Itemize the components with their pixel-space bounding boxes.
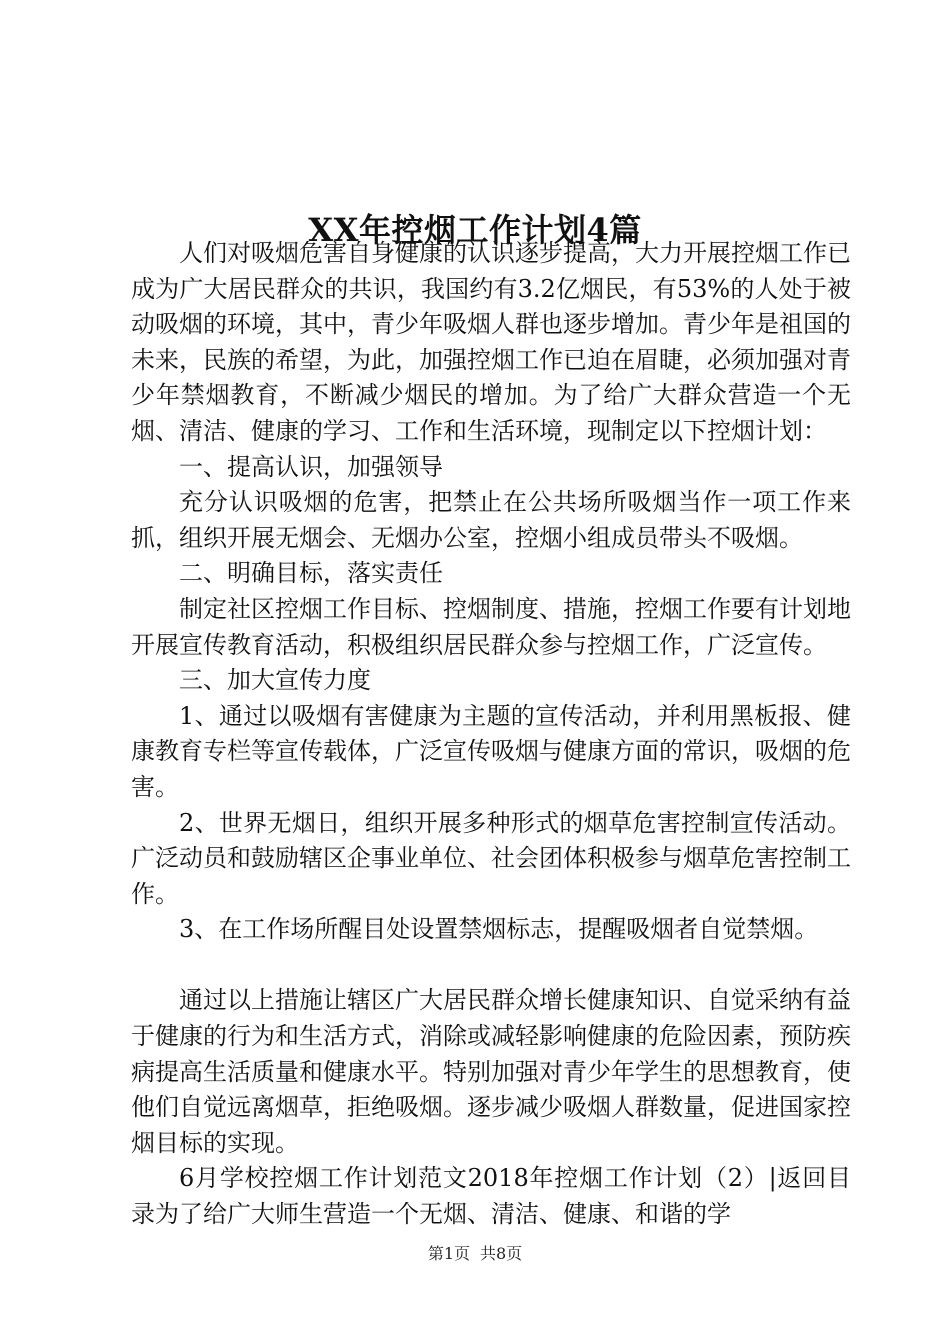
section-heading-3: 三、加大宣传力度	[179, 666, 371, 695]
section-3-item-1: 1、通过以吸烟有害健康为主题的宣传活动，并利用黑板报、健康教育专栏等宣传载体，广泛宣传吸烟与健康方面的常识，吸烟的危害。	[131, 701, 851, 801]
section-heading-1: 一、提高认识，加强领导	[179, 452, 443, 481]
page-total: 共8页	[480, 1244, 523, 1263]
document-body	[131, 236, 851, 1233]
page-number: 第1页	[427, 1244, 470, 1263]
page-footer	[0, 1242, 950, 1266]
document-title: XX年控烟工作计划4篇	[308, 211, 642, 250]
continuation-paragraph: 6月学校控烟工作计划范文2018年控烟工作计划（2）|返回目录为了给广大师生营造一个无烟、清洁、健康、和谐的学	[131, 1164, 851, 1229]
section-3-item-3: 3、在工作场所醒目处设置禁烟标志，提醒吸烟者自觉禁烟。	[179, 915, 819, 944]
paragraph-gap	[131, 948, 851, 984]
section-1-paragraph: 充分认识吸烟的危害，把禁止在公共场所吸烟当作一项工作来抓，组织开展无烟会、无烟办公室，控烟小组成员带头不吸烟。	[131, 488, 851, 552]
conclusion-paragraph: 通过以上措施让辖区广大居民群众增长健康知识、自觉采纳有益于健康的行为和生活方式，消除或减轻影响健康的危险因素，预防疾病提高生活质量和健康水平。特别加强对青少年学生的思想教育，使他们自觉远离烟草，拒绝吸烟。逐步减少吸烟人群数量，促进国家控烟目标的实现。	[131, 986, 851, 1157]
intro-paragraph: 人们对吸烟危害自身健康的认识逐步提高，大力开展控烟工作已成为广大居民群众的共识，我国约有3.2亿烟民，有53%的人处于被动吸烟的环境，其中，青少年吸烟人群也逐步增加。青少年是祖国的未来，民族的希望，为此，加强控烟工作已迫在眉睫，必须加强对青少年禁烟教育，不断减少烟民的增加。为了给广大群众营造一个无烟、清洁、健康的学习、工作和生活环境，现制定以下控烟计划：	[131, 239, 851, 445]
section-2-paragraph: 制定社区控烟工作目标、控烟制度、措施，控烟工作要有计划地开展宣传教育活动，积极组织居民群众参与控烟工作，广泛宣传。	[131, 594, 851, 659]
section-3-item-2: 2、世界无烟日，组织开展多种形式的烟草危害控制宣传活动。广泛动员和鼓励辖区企事业单位、社会团体积极参与烟草危害控制工作。	[131, 808, 851, 908]
section-heading-2: 二、明确目标，落实责任	[179, 559, 443, 588]
